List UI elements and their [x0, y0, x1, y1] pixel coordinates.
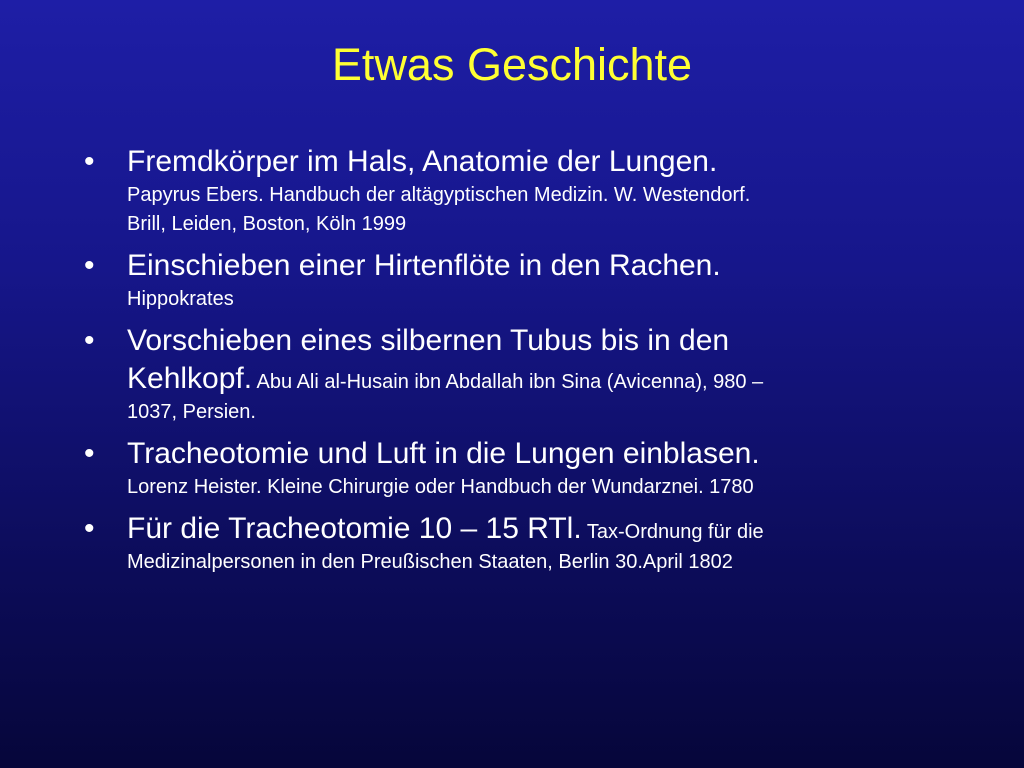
bullet-mixed-line [127, 510, 964, 548]
bullet-source-text: Hippokrates [127, 288, 234, 310]
bullet-item-tax-ordnung [84, 510, 964, 577]
bullet-icon: • [84, 249, 95, 282]
bullet-icon: • [84, 145, 95, 178]
slide-title: Etwas Geschichte [331, 39, 693, 90]
bullet-source-text: Papyrus Ebers. Handbuch der altägyptischen Medizin. W. Westendorf. [127, 184, 751, 206]
bullet-item-avicenna [84, 322, 964, 427]
bullet-source-text: Medizinalpersonen in den Preußischen Staaten, Berlin 30.April 1802 [127, 551, 733, 573]
bullet-source-text: 1037, Persien. [127, 401, 256, 423]
bullet-source-text: Lorenz Heister. Kleine Chirurgie oder Handbuch der Wundarznei. 1780 [127, 476, 754, 498]
bullet-item-hippokrates [84, 247, 964, 314]
bullet-icon: • [84, 437, 95, 470]
bullet-main-text: Einschieben einer Hirtenflöte in den Rachen. [127, 249, 721, 282]
bullet-item-heister [84, 435, 964, 502]
bullet-main-text: Kehlkopf. [127, 362, 253, 395]
bullet-main-text: Tracheotomie und Luft in die Lungen einblasen. [127, 437, 760, 470]
bullet-item-papyrus [84, 143, 964, 239]
bullet-icon: • [84, 324, 95, 357]
bullet-main-text: Vorschieben eines silbernen Tubus bis in den [127, 324, 730, 357]
bullet-icon: • [84, 512, 95, 545]
bullet-source-text: Brill, Leiden, Boston, Köln 1999 [127, 213, 407, 235]
bullet-list [84, 143, 964, 585]
bullet-main-text: Fremdkörper im Hals, Anatomie der Lungen. [127, 145, 718, 178]
bullet-source-text: Abu Ali al-Husain ibn Abdallah ibn Sina (Avicenna), 980 – [252, 371, 764, 393]
bullet-source-text: Tax-Ordnung für die [581, 521, 764, 543]
bullet-mixed-line [127, 360, 964, 398]
bullet-main-text: Für die Tracheotomie 10 – 15 RTl. [127, 512, 582, 545]
